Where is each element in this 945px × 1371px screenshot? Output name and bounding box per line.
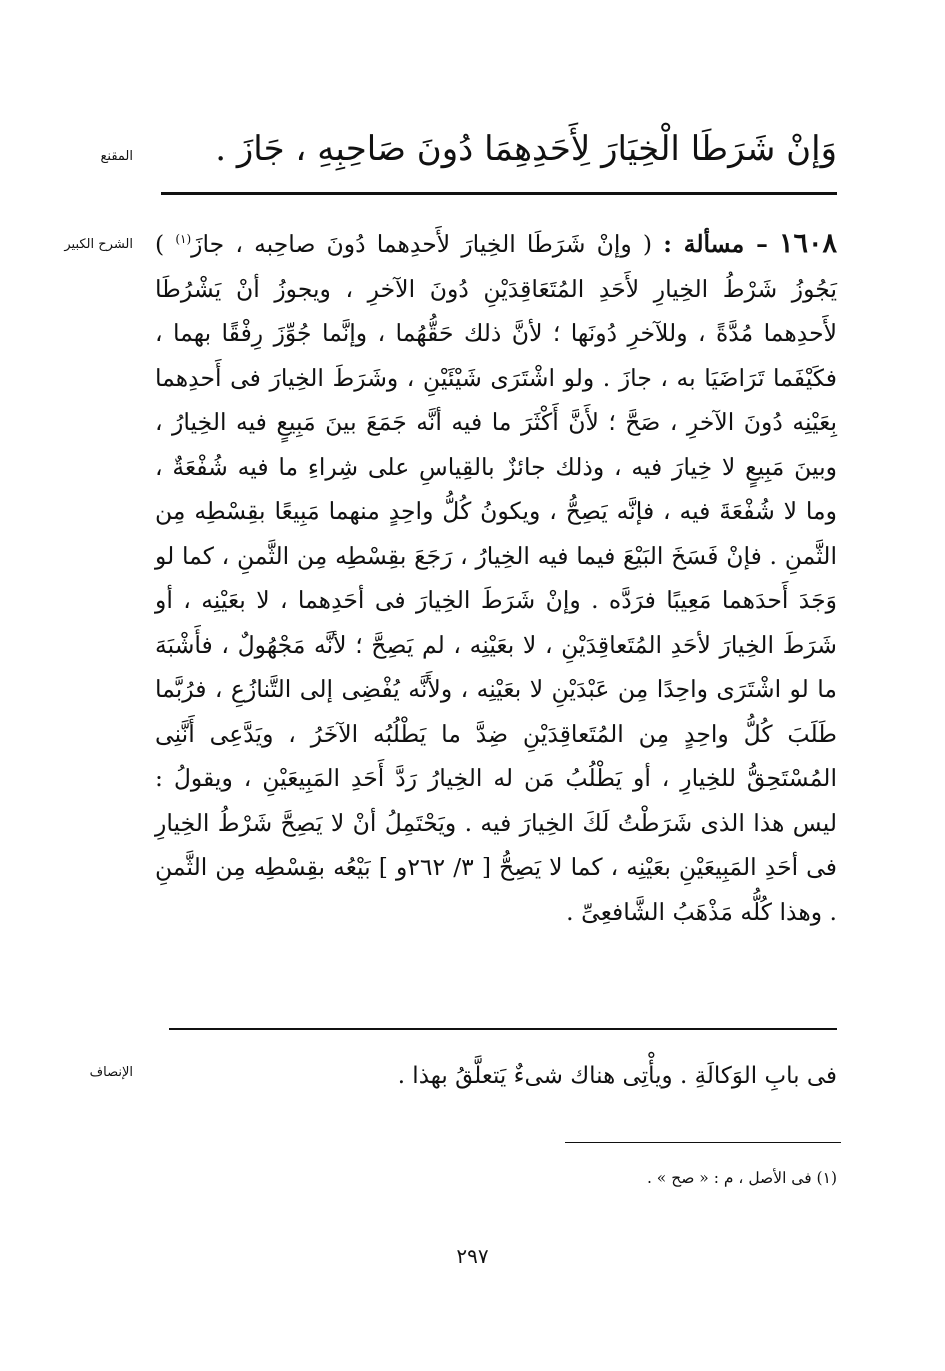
issue-number: ١٦٠٨: [779, 228, 838, 259]
commentary-body: ) يَجُوزُ شَرْطُ الخِيارِ لأَحَدِ المُتَعَاقِدَيْنِ دُونَ الآخرِ ، ويجوزُ أنْ يَشْرُطَا لأَحدِهما مُدَّةً ، وللآخرِ دُونَها ؛ لأنَّ ذلك حَقُّهُما ، وإنَّما جُوِّزَ رِفْقًا بهما ، فكَيْفَما تَرَاضَيَا به ، جازَ . ولو اشْتَرَى شَيْئَيْنِ ، وشَرَطَ الخِيارَ فى أَحدِهما بِعَيْنِه دُونَ الآخرِ ، صَحَّ ؛ لأَنَّ أَكْثَرَ ما فيه أنَّه جَمَعَ بينَ مَبِيعٍ فيه الخِيارُ ، وبينَ مَبِيعٍ لا خِيارَ فيه ، وذلك جائزٌ بالقِياسِ على شِراءِ ما فيه شُفْعَةٌ ، وما لا شُفْعَةَ فيه ، فإنَّه يَصِحُّ ، ويكونُ كُلُّ واحِدٍ منهما مَبِيعًا بقِسْطِه مِن الثَّمنِ . فإنْ فَسَخَ البَيْعَ فيما فيه الخِيارُ ، رَجَعَ بقِسْطِه مِن الثَّمنِ ، كما لو وَجَدَ أَحدَهما مَعِيبًا فرَدَّه . وإنْ شَرَطَ الخِيارَ فى أحَدِهما ، لا بعَيْنِه ، أو شَرَطَ الخِيارَ لأحَدِ المُتَعاقِدَيْنِ ، لا بعَيْنِه ، لم يَصِحَّ ؛ لأنَّه مَجْهُولٌ ، فأَشْبَهَ ما لو اشْتَرَى واحِدًا مِن عَبْدَيْنِ لا بعَيْنِه ، ولأَنَّه يُفْضِى إلى التَّنازُعِ ، فرُبَّما طَلَبَ كُلُّ واحِدٍ مِن المُتَعاقِدَيْنِ ضِدَّ ما يَطْلُبُه الآخَرُ ، ويَدَّعِى أَنَّنِى المُسْتَحِقُّ للخِيارِ ، أو يَطْلُبُ مَن له الخِيارُ رَدَّ أَحَدِ المَبِيعَيْنِ ، ويقولُ : ليس هذا الذى شَرَطْتُ لَكَ الخِيارَ فيه . ويَحْتَمِلُ أنْ لا يَصِحَّ شَرْطُ الخِيارِ فى أحَدِ المَبِيعَيْنِ بعَيْنِه ، كما لا يَصِحُّ: [155, 230, 837, 881]
section-divider: [169, 1028, 837, 1030]
commentary-tail: بَيْعُه بقِسْطِه مِن الثَّمنِ . وهذا كُلُّه مَذْهَبُ الشَّافعِىِّ .: [155, 853, 837, 926]
footnote: (١) فى الأصل ، م : « صح » .: [646, 1169, 837, 1187]
footnote-divider: [565, 1142, 841, 1143]
insaf-text: فى بابِ الوَكالَةِ . ويأْتِى هناك شىءٌ يَتعلَّقُ بهذا .: [397, 1063, 837, 1089]
margin-label-sharh: الشرح الكبير: [64, 237, 133, 252]
muqni-matn-text: وَإنْ شَرَطَا الْخِيَارَ لِأَحَدِهِمَا دُونَ صَاحِبِهِ ، جَازَ .: [215, 129, 837, 169]
section-divider-thick: [161, 192, 837, 195]
footnote-marker: (١): [175, 232, 192, 247]
sharh-commentary: [155, 222, 837, 934]
margin-label-insaf: الإنصاف: [89, 1065, 133, 1080]
page-number: ٢٩٧: [456, 1244, 489, 1268]
issue-label: – مسألة :: [663, 230, 768, 258]
manuscript-reference: [ ٣/ ٢٦٢و ]: [378, 853, 491, 881]
quoted-matn: ( وإنْ شَرَطَا الخِيارَ لأَحدِهما دُونَ صاحِبه ، جازَ: [191, 230, 653, 258]
margin-label-muqni: المقنع: [100, 149, 133, 164]
